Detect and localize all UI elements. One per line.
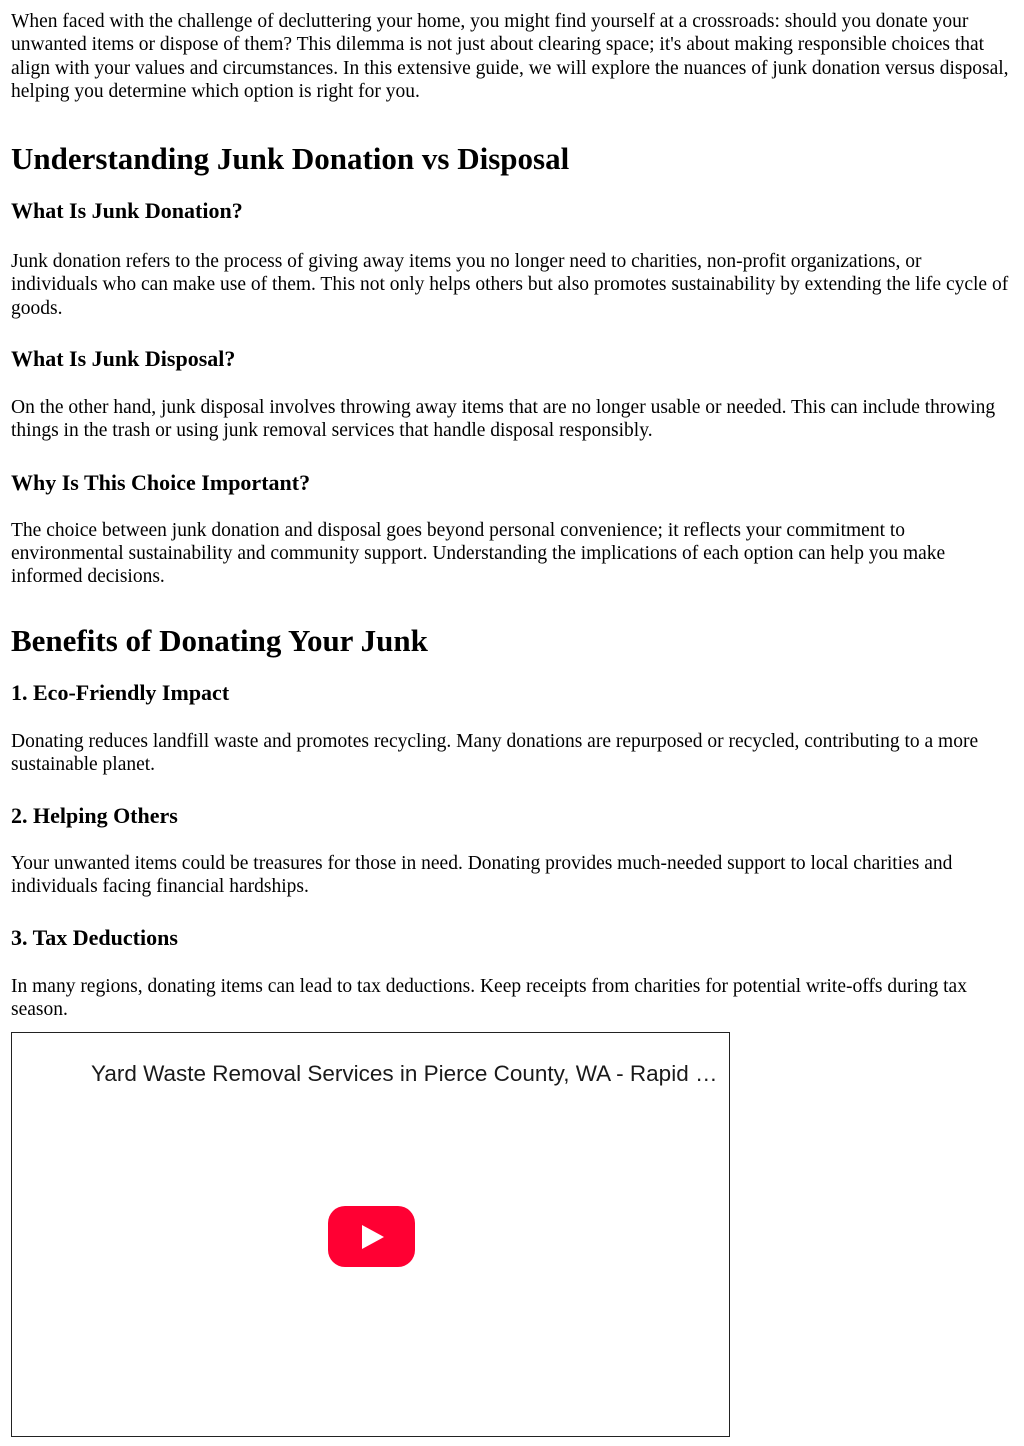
article xyxy=(11,10,1011,1021)
play-icon xyxy=(362,1225,384,1249)
heading-helping-others: 2. Helping Others xyxy=(11,803,178,829)
paragraph-what-is-donation: Junk donation refers to the process of giving away items you no longer need to charities, non-profit organizations, or individuals who can make use of them. This not only helps others but also promotes sustainability by extending the life cycle of goods. xyxy=(11,251,1009,319)
heading-what-is-disposal: What Is Junk Disposal? xyxy=(11,346,236,372)
paragraph-helping-others: Your unwanted items could be treasures for those in need. Donating provides much-needed support to local charities and individuals facing financial hardships. xyxy=(11,853,953,898)
heading-benefits: Benefits of Donating Your Junk xyxy=(11,622,428,658)
paragraph-why-important: The choice between junk donation and disposal goes beyond personal convenience; it reflects your commitment to environmental sustainability and community support. Understanding the implications of each option can help you make informed decisions. xyxy=(11,519,946,588)
heading-understanding: Understanding Junk Donation vs Disposal xyxy=(11,141,570,177)
paragraph-eco-friendly: Donating reduces landfill waste and promotes recycling. Many donations are repurposed or recycled, contributing to a more sustainable planet. xyxy=(11,730,979,775)
video-title[interactable]: Yard Waste Removal Services in Pierce County, WA - Rapid … xyxy=(91,1061,718,1086)
intro-paragraph: When faced with the challenge of decluttering your home, you might find yourself at a crossroads: should you donate your unwanted items or dispose of them? This dilemma is not just about clearing space; it's about making responsible choices that align with your values and circumstances. In this extensive guide, we will explore the nuances of junk donation versus disposal, helping you determine which option is right for you. xyxy=(11,11,1009,102)
paragraph-what-is-disposal: On the other hand, junk disposal involves throwing away items that are no longer usable or needed. This can include throwing things in the trash or using junk removal services that handle disposal responsibly. xyxy=(11,397,996,442)
play-button[interactable] xyxy=(328,1206,415,1267)
heading-eco-friendly: 1. Eco-Friendly Impact xyxy=(11,679,230,705)
video-embed[interactable] xyxy=(11,1032,730,1437)
heading-tax-deductions: 3. Tax Deductions xyxy=(11,924,178,950)
paragraph-tax-deductions: In many regions, donating items can lead to tax deductions. Keep receipts from charities for potential write-offs during tax season. xyxy=(11,975,967,1021)
heading-what-is-donation: What Is Junk Donation? xyxy=(11,198,243,224)
heading-why-important: Why Is This Choice Important? xyxy=(11,469,311,495)
